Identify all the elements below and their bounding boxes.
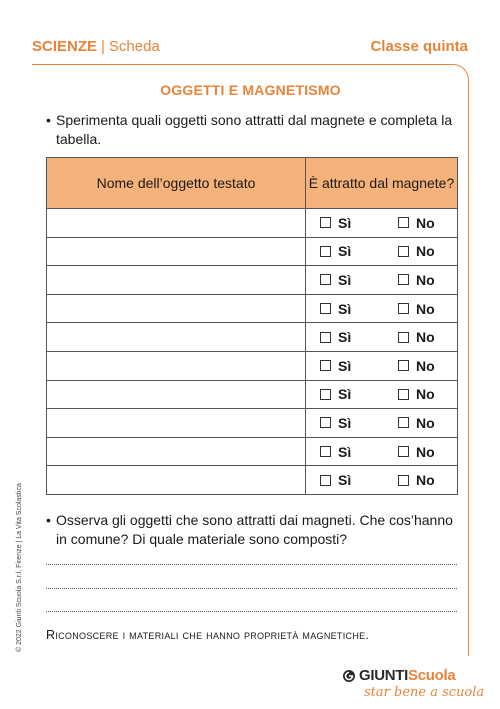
- yes-label: Sì: [338, 472, 352, 489]
- subject-label: [32, 38, 160, 55]
- object-name-cell[interactable]: [47, 409, 306, 438]
- subject-name: SCIENZE: [32, 38, 98, 55]
- table-row: [47, 380, 458, 409]
- object-name-cell[interactable]: [47, 437, 306, 466]
- no-checkbox[interactable]: [398, 332, 409, 343]
- table-row: [47, 294, 458, 323]
- object-name-cell[interactable]: [47, 351, 306, 380]
- table-header-row: [47, 158, 458, 209]
- attracted-cell: [306, 380, 458, 409]
- no-label: No: [416, 443, 435, 460]
- no-label: No: [416, 243, 435, 260]
- attracted-cell: [306, 323, 458, 352]
- yes-option[interactable]: [320, 329, 351, 345]
- yes-label: Sì: [338, 414, 352, 431]
- no-label: No: [416, 357, 435, 374]
- no-label: No: [416, 300, 435, 317]
- page-header: [32, 38, 468, 58]
- yes-no-options: [306, 381, 457, 409]
- no-checkbox[interactable]: [398, 446, 409, 457]
- no-option[interactable]: [398, 444, 435, 460]
- bullet-icon: •: [46, 512, 51, 528]
- no-label: No: [416, 329, 435, 346]
- object-name-cell[interactable]: [47, 237, 306, 266]
- yes-option[interactable]: [320, 272, 351, 288]
- no-label: No: [416, 472, 435, 489]
- yes-no-options: [306, 352, 457, 380]
- grade-label: Classe quinta: [370, 38, 468, 55]
- yes-checkbox[interactable]: [320, 475, 331, 486]
- yes-label: Sì: [338, 214, 352, 231]
- yes-checkbox[interactable]: [320, 303, 331, 314]
- worksheet-title: OGGETTI E MAGNETISMO: [160, 82, 341, 98]
- yes-label: Sì: [338, 386, 352, 403]
- object-name-cell[interactable]: [47, 266, 306, 295]
- instruction-2: [46, 511, 456, 549]
- yes-no-options: [306, 238, 457, 266]
- logo-wordmark: [359, 667, 455, 684]
- yes-checkbox[interactable]: [320, 446, 331, 457]
- table-row: [47, 351, 458, 380]
- table-row: [47, 209, 458, 238]
- table-row: [47, 323, 458, 352]
- no-checkbox[interactable]: [398, 389, 409, 400]
- answer-line-3[interactable]: [46, 611, 457, 612]
- table-row: [47, 437, 458, 466]
- copyright-text: © 2022 Giunti Scuola S.r.l, Firenze | La Vita Scolastica: [16, 483, 23, 652]
- object-name-cell[interactable]: [47, 466, 306, 495]
- no-option[interactable]: [398, 272, 435, 288]
- yes-option[interactable]: [320, 301, 351, 317]
- logo-accent-text: Scuola: [408, 667, 456, 684]
- no-option[interactable]: [398, 358, 435, 374]
- object-name-cell[interactable]: [47, 294, 306, 323]
- yes-checkbox[interactable]: [320, 417, 331, 428]
- yes-option[interactable]: [320, 358, 351, 374]
- no-checkbox[interactable]: [398, 217, 409, 228]
- yes-no-options: [306, 438, 457, 466]
- yes-option[interactable]: [320, 472, 351, 488]
- no-option[interactable]: [398, 301, 435, 317]
- yes-no-options: [306, 323, 457, 351]
- yes-checkbox[interactable]: [320, 360, 331, 371]
- no-option[interactable]: [398, 415, 435, 431]
- learning-objective: Riconoscere i materiali che hanno proprietà magnetiche.: [46, 628, 370, 642]
- yes-checkbox[interactable]: [320, 332, 331, 343]
- attracted-cell: [306, 266, 458, 295]
- no-option[interactable]: [398, 386, 435, 402]
- no-checkbox[interactable]: [398, 246, 409, 257]
- no-label: No: [416, 214, 435, 231]
- yes-no-options: [306, 209, 457, 237]
- table-row: [47, 237, 458, 266]
- yes-option[interactable]: [320, 243, 351, 259]
- logo-main-text: GIUNTI: [359, 667, 409, 684]
- yes-checkbox[interactable]: [320, 389, 331, 400]
- no-label: No: [416, 386, 435, 403]
- column-header-attracted: È attratto dal magnete?: [306, 158, 458, 209]
- yes-checkbox[interactable]: [320, 274, 331, 285]
- document-type: Scheda: [108, 38, 160, 55]
- no-option[interactable]: [398, 243, 435, 259]
- attracted-cell: [306, 209, 458, 238]
- no-option[interactable]: [398, 472, 435, 488]
- yes-label: Sì: [338, 243, 352, 260]
- no-checkbox[interactable]: [398, 360, 409, 371]
- bullet-icon: •: [46, 112, 51, 128]
- header-separator: |: [101, 38, 105, 55]
- yes-option[interactable]: [320, 444, 351, 460]
- yes-no-options: [306, 466, 457, 494]
- yes-label: Sì: [338, 300, 352, 317]
- attracted-cell: [306, 466, 458, 495]
- table-row: [47, 466, 458, 495]
- table-row: [47, 409, 458, 438]
- yes-no-options: [306, 409, 457, 437]
- no-label: No: [416, 414, 435, 431]
- yes-label: Sì: [338, 357, 352, 374]
- no-option[interactable]: [398, 329, 435, 345]
- attracted-cell: [306, 294, 458, 323]
- yes-option[interactable]: [320, 386, 351, 402]
- giunti-logo-icon: [342, 669, 356, 683]
- no-option[interactable]: [398, 215, 435, 231]
- attracted-cell: [306, 351, 458, 380]
- answer-line-2[interactable]: [46, 588, 457, 589]
- attracted-cell: [306, 409, 458, 438]
- no-checkbox[interactable]: [398, 274, 409, 285]
- yes-no-options: [306, 266, 457, 294]
- no-checkbox[interactable]: [398, 475, 409, 486]
- yes-no-options: [306, 295, 457, 323]
- test-table: [46, 157, 458, 495]
- no-checkbox[interactable]: [398, 303, 409, 314]
- no-label: No: [416, 271, 435, 288]
- column-header-object-name: Nome dell’oggetto testato: [47, 158, 306, 209]
- yes-option[interactable]: [320, 415, 351, 431]
- attracted-cell: [306, 437, 458, 466]
- yes-label: Sì: [338, 443, 352, 460]
- yes-option[interactable]: [320, 215, 351, 231]
- instruction-1-text: Sperimenta quali oggetti sono attratti dal magnete e completa la tabella.: [56, 112, 453, 147]
- table-row: [47, 266, 458, 295]
- yes-label: Sì: [338, 271, 352, 288]
- no-checkbox[interactable]: [398, 417, 409, 428]
- object-name-cell[interactable]: [47, 323, 306, 352]
- instruction-1: [46, 111, 456, 149]
- answer-line-1[interactable]: [46, 564, 457, 565]
- yes-checkbox[interactable]: [320, 217, 331, 228]
- object-name-cell[interactable]: [47, 380, 306, 409]
- instruction-2-text: Osserva gli oggetti che sono attratti dai magneti. Che cos’hanno in comune? Di quale materiale sono composti?: [56, 512, 453, 547]
- attracted-cell: [306, 237, 458, 266]
- object-name-cell[interactable]: [47, 209, 306, 238]
- giunti-scuola-logo: [342, 667, 485, 703]
- yes-checkbox[interactable]: [320, 246, 331, 257]
- yes-label: Sì: [338, 329, 352, 346]
- logo-tagline: star bene a scuola: [364, 685, 485, 700]
